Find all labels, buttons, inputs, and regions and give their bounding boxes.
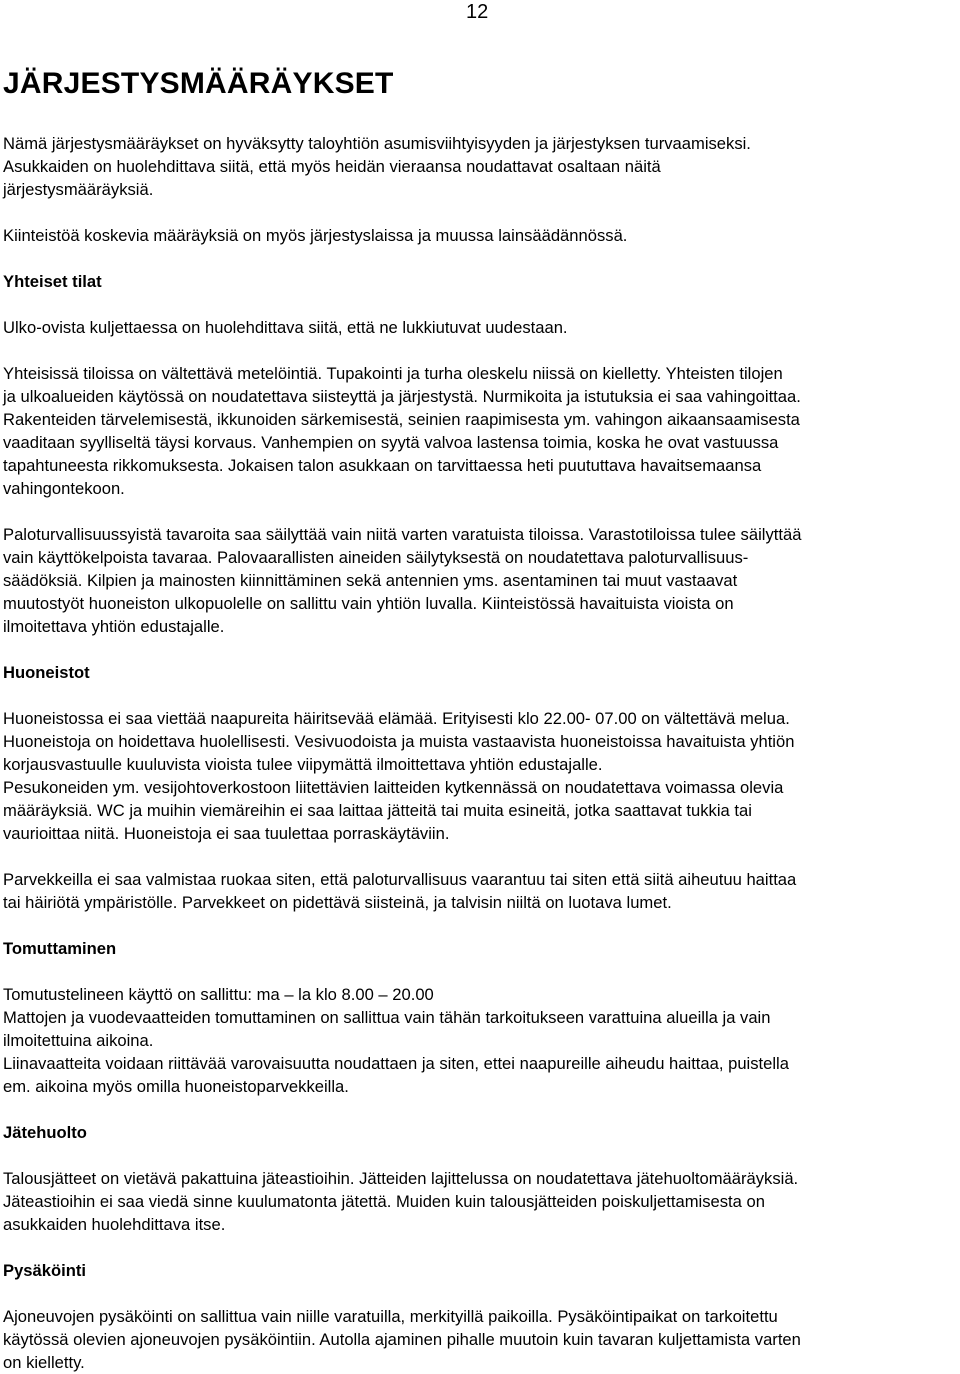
text-line: Ulko-ovista kuljettaessa on huolehdittava siitä, että ne lukkiutuvat uudestaan.: [3, 318, 568, 337]
text-line: korjausvastuulle kuuluvista vioista tulee viipymättä ilmoittettava yhtiön edustajalle.: [3, 755, 603, 774]
paragraph: [3, 523, 959, 638]
text-line: ja ulkoalueiden käytössä on noudatettava siisteyttä ja järjestystä. Nurmikoita ja istutuksia ei saa vahingoittaa.: [3, 387, 801, 406]
text-line: on kielletty.: [3, 1353, 85, 1372]
text-line: Tomutustelineen käyttö on sallittu: ma – la klo 8.00 – 20.00: [3, 985, 434, 1004]
paragraph: [3, 868, 959, 914]
law-note: Kiinteistöä koskevia määräyksiä on myös järjestyslaissa ja muussa lainsäädännössä.: [3, 226, 628, 245]
text-line: määräyksiä. WC ja muihin viemäreihin ei saa laittaa jätteitä tai muita esineitä, jotka saattavat tukkia tai: [3, 801, 752, 820]
text-line: vain käyttökelpoista tavaraa. Palovaarallisten aineiden säilytyksestä on noudatettava paloturvallisuus-: [3, 548, 749, 567]
text-line: Huoneistossa ei saa viettää naapureita häiritsevää elämää. Erityisesti klo 22.00- 07.00 on vältettävä melua.: [3, 709, 790, 728]
paragraph: [3, 1305, 959, 1374]
text-line: vaurioittaa niitä. Huoneistoja ei saa tuulettaa porraskäytäviin.: [3, 824, 450, 843]
text-line: Ajoneuvojen pysäköinti on sallittua vain niille varatuilla, merkityillä paikoilla. Pysäköintipaikat on tarkoitettu: [3, 1307, 778, 1326]
text-line: ilmoitettava yhtiön edustajalle.: [3, 617, 225, 636]
section-heading-jatehuolto: Jätehuolto: [3, 1123, 87, 1142]
text-line: säädöksiä. Kilpien ja mainosten kiinnittäminen sekä antennien yms. asentaminen tai muut vastaavat: [3, 571, 738, 590]
paragraph: [3, 707, 959, 845]
page-number: 12: [466, 1, 489, 23]
document-body: [3, 132, 959, 1374]
text-line: käytössä olevien ajoneuvojen pysäköintiin. Autolla ajaminen pihalle muutoin kuin tavaran kuljettamista varten: [3, 1330, 801, 1349]
text-line: Parvekkeilla ei saa valmistaa ruokaa siten, että paloturvallisuus vaarantuu tai siten että siitä aiheutuu haittaa: [3, 870, 797, 889]
intro-paragraph: [3, 132, 959, 201]
section-heading-pysakointi: Pysäköinti: [3, 1261, 87, 1280]
section-heading-tomuttaminen: Tomuttaminen: [3, 939, 117, 958]
text-line: Yhteisissä tiloissa on vältettävä metelöintiä. Tupakointi ja turha oleskelu niissä on kielletty. Yhteisten tilojen: [3, 364, 783, 383]
paragraph: [3, 983, 959, 1098]
text-line: Liinavaatteita voidaan riittävää varovaisuutta noudattaen ja siten, ettei naapureille aiheudu haittaa, puistella: [3, 1054, 789, 1073]
text-line: tai häiriötä ympäristölle. Parvekkeet on pidettävä siisteinä, ja talvisin niiltä on luotava lumet.: [3, 893, 672, 912]
text-line: Pesukoneiden ym. vesijohtoverkostoon liitettävien laitteiden kytkennässä on noudatettava voimassa olevia: [3, 778, 784, 797]
text-line: asukkaiden huolehdittava itse.: [3, 1215, 226, 1234]
text-line: Nämä järjestysmääräykset on hyväksytty taloyhtiön asumisviihtyisyyden ja järjestyksen turvaamiseksi.: [3, 134, 751, 153]
text-line: muutostyöt huoneiston ulkopuolelle on sallittu vain yhtiön luvalla. Kiinteistössä havaituista vioista on: [3, 594, 734, 613]
text-line: järjestysmääräyksiä.: [3, 180, 154, 199]
text-line: vahingontekoon.: [3, 479, 125, 498]
text-line: Talousjätteet on vietävä pakattuina jäteastioihin. Jätteiden lajittelussa on noudatettava jätehuoltomääräyksiä.: [3, 1169, 799, 1188]
text-line: tapahtuneesta rikkomuksesta. Jokaisen talon asukkaan on tarvittaessa heti puututtava havaitsemaansa: [3, 456, 762, 475]
text-line: em. aikoina myös omilla huoneistoparvekkeilla.: [3, 1077, 349, 1096]
text-line: Asukkaiden on huolehdittava siitä, että myös heidän vieraansa noudattavat osaltaan näitä: [3, 157, 661, 176]
text-line: vaaditaan syylliseltä täysi korvaus. Vanhempien on syytä valvoa lastensa toimia, koska he ovat vastuussa: [3, 433, 779, 452]
section-heading-yhteiset-tilat: Yhteiset tilat: [3, 272, 102, 291]
text-line: Jäteastioihin ei saa viedä sinne kuulumatonta jätettä. Muiden kuin talousjätteiden poiskuljettamisesta on: [3, 1192, 765, 1211]
document-title: JÄRJESTYSMÄÄRÄYKSET: [3, 67, 394, 100]
text-line: Huoneistoja on hoidettava huolellisesti. Vesivuodoista ja muista vastaavista huoneistoissa havaituista yhtiön: [3, 732, 795, 751]
text-line: Rakenteiden tärvelemisestä, ikkunoiden särkemisestä, seinien raapimisesta ym. vahingon aikaansaamisesta: [3, 410, 800, 429]
text-line: ilmoitettuina aikoina.: [3, 1031, 154, 1050]
section-heading-huoneistot: Huoneistot: [3, 663, 90, 682]
text-line: Paloturvallisuussyistä tavaroita saa säilyttää vain niitä varten varatuista tiloissa. Varastotiloissa tulee säilyttää: [3, 525, 802, 544]
paragraph: [3, 1167, 959, 1236]
paragraph: [3, 362, 959, 500]
text-line: Mattojen ja vuodevaatteiden tomuttaminen on sallittua vain tähän tarkoitukseen varattuina alueilla ja vain: [3, 1008, 771, 1027]
